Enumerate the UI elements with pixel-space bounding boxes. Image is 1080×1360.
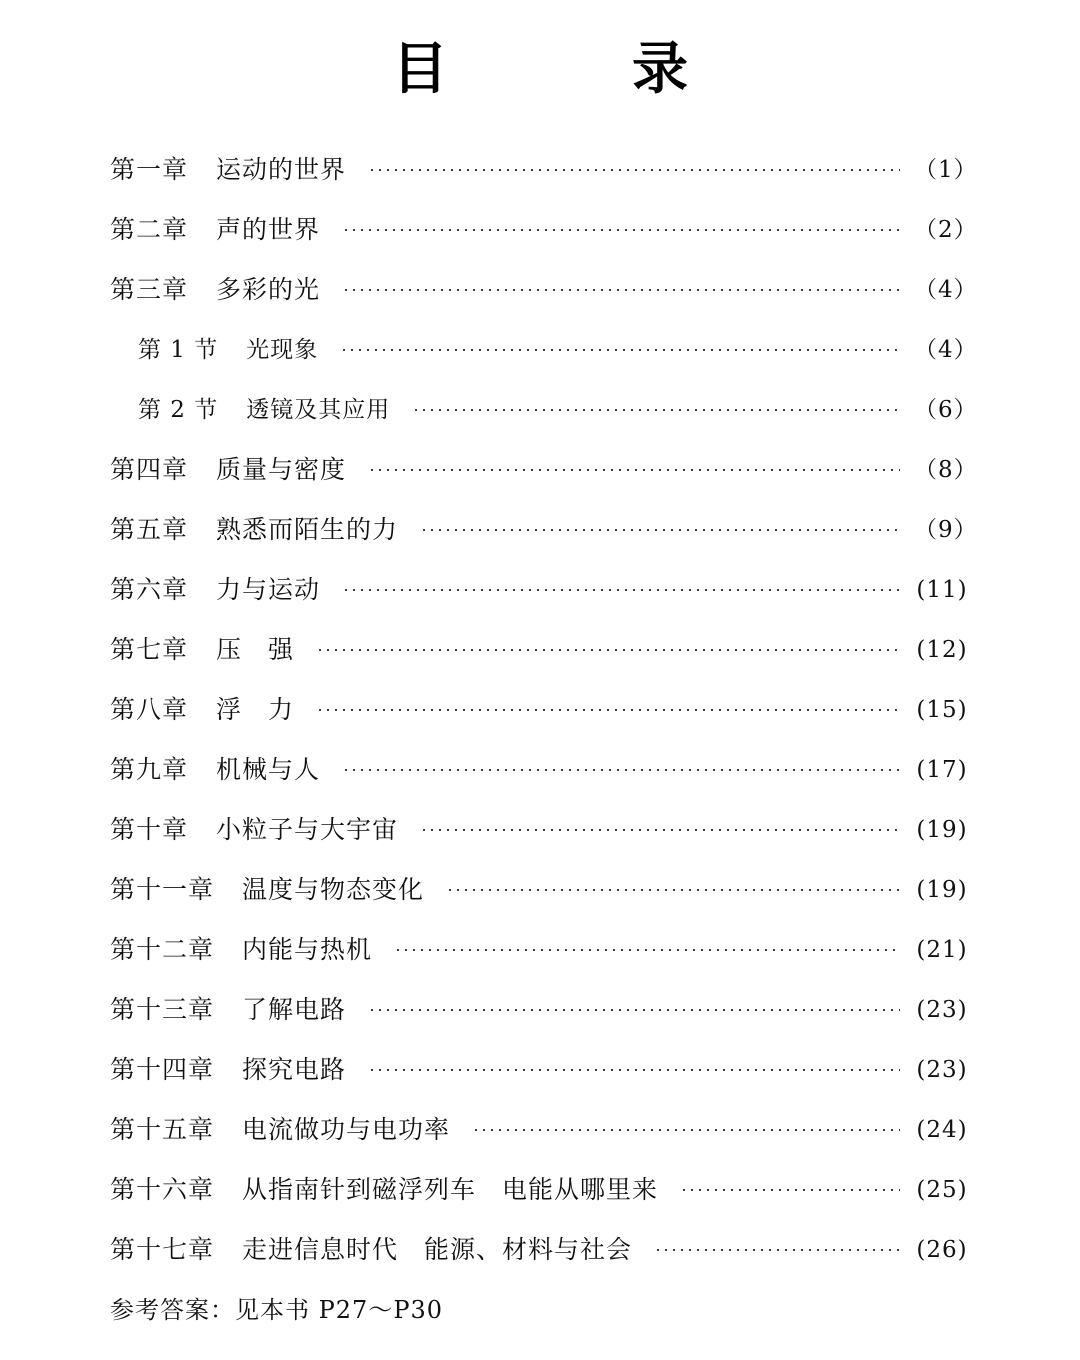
toc-page-number: (15) (916, 697, 968, 723)
dot-leader (420, 829, 900, 831)
toc-page-number: (26) (916, 1237, 968, 1263)
toc-entry (110, 1220, 970, 1280)
dot-leader (420, 529, 900, 531)
toc-entry-title: 压 强 (216, 635, 295, 664)
toc-chapter-label: 第七章 (110, 635, 189, 664)
toc-entry-title: 探究电路 (242, 1055, 347, 1084)
toc-subentry (110, 320, 978, 380)
dot-leader (316, 649, 900, 651)
toc-entry-title: 电流做功与电功率 (242, 1115, 451, 1144)
toc-entry-title: 多彩的光 (216, 275, 321, 304)
dot-leader (368, 169, 900, 171)
toc-chapter-label: 第三章 (110, 275, 189, 304)
toc-chapter-label: 第六章 (110, 575, 189, 604)
toc-chapter-label: 第十四章 (110, 1055, 215, 1084)
toc-entry (110, 1100, 970, 1160)
toc-chapter-label: 第十二章 (110, 935, 215, 964)
toc-entry (110, 800, 970, 860)
dot-leader (342, 289, 900, 291)
toc-entry (110, 500, 978, 560)
toc-entry-title: 熟悉而陌生的力 (216, 515, 399, 544)
toc-page-number: (23) (916, 997, 968, 1023)
toc-chapter-label: 第十三章 (110, 995, 215, 1024)
toc-entry (110, 260, 978, 320)
toc-entry-title: 光现象 (246, 337, 319, 363)
toc-section-label: 第 2 节 (138, 397, 219, 423)
toc-entry-title: 机械与人 (216, 755, 321, 784)
toc-page-number: （1） (914, 157, 978, 183)
toc-page-number: （9） (914, 517, 978, 543)
toc-chapter-label: 第十章 (110, 815, 189, 844)
toc-entry (110, 620, 970, 680)
toc-entry (110, 680, 970, 740)
toc-entry-title: 运动的世界 (216, 155, 347, 184)
toc-entry-title: 温度与物态变化 (242, 875, 425, 904)
toc-entry-title: 浮 力 (216, 695, 295, 724)
toc-chapter-label: 第九章 (110, 755, 189, 784)
toc-entry (110, 860, 970, 920)
toc-entry-title: 声的世界 (216, 215, 321, 244)
toc-page-number: (21) (916, 937, 968, 963)
toc-entry-title: 小粒子与大宇宙 (216, 815, 399, 844)
toc-page-number: (24) (916, 1117, 968, 1143)
toc-chapter-label: 第十六章 (110, 1175, 215, 1204)
toc-entry (110, 980, 970, 1040)
toc-entry (110, 200, 978, 260)
toc-entry-title: 从指南针到磁浮列车 电能从哪里来 (242, 1175, 659, 1204)
toc-entry (110, 140, 978, 200)
toc-page-number: (25) (916, 1177, 968, 1203)
dot-leader (654, 1249, 900, 1251)
toc-chapter-label: 第五章 (110, 515, 189, 544)
toc-chapter-label: 第十一章 (110, 875, 215, 904)
dot-leader (342, 229, 900, 231)
toc-subentry (110, 380, 978, 440)
dot-leader (368, 469, 900, 471)
dot-leader (680, 1189, 900, 1191)
toc-entry (110, 560, 970, 620)
toc-section-label: 第 1 节 (138, 337, 219, 363)
toc-chapter-label: 第四章 (110, 455, 189, 484)
toc-entry-title: 走进信息时代 能源、材料与社会 (242, 1235, 633, 1264)
dot-leader (412, 409, 900, 411)
dot-leader (316, 709, 900, 711)
dot-leader (340, 349, 900, 351)
toc-page-number: （8） (914, 457, 978, 483)
toc-entry-title: 质量与密度 (216, 455, 347, 484)
toc-page-number: (23) (916, 1057, 968, 1083)
toc-page-number: （6） (914, 397, 978, 423)
toc-page-number: （2） (914, 217, 978, 243)
toc-chapter-label: 第二章 (110, 215, 189, 244)
dot-leader (368, 1009, 900, 1011)
toc-entry (110, 1160, 970, 1220)
toc-page-number: （4） (914, 277, 978, 303)
table-of-contents (110, 140, 978, 1280)
toc-page-number: (12) (916, 637, 968, 663)
dot-leader (394, 949, 900, 951)
toc-page-number: (19) (916, 817, 968, 843)
toc-chapter-label: 第十五章 (110, 1115, 215, 1144)
answer-reference-note: 参考答案：见本书 P27～P30 (110, 1296, 444, 1324)
toc-entry-title: 内能与热机 (242, 935, 373, 964)
toc-entry-title: 力与运动 (216, 575, 321, 604)
toc-entry (110, 440, 978, 500)
dot-leader (342, 589, 900, 591)
dot-leader (446, 889, 900, 891)
dot-leader (368, 1069, 900, 1071)
toc-entry (110, 1040, 970, 1100)
dot-leader (342, 769, 900, 771)
toc-entry (110, 920, 970, 980)
toc-entry-title: 透镜及其应用 (246, 397, 391, 423)
toc-chapter-label: 第八章 (110, 695, 189, 724)
toc-page-number: （4） (914, 337, 978, 363)
dot-leader (472, 1129, 900, 1131)
toc-entry-title: 了解电路 (242, 995, 347, 1024)
toc-entry (110, 740, 970, 800)
page-title: 目 录 (392, 37, 752, 102)
toc-chapter-label: 第一章 (110, 155, 189, 184)
toc-page-number: (19) (916, 877, 968, 903)
toc-page-number: (17) (916, 757, 968, 783)
toc-chapter-label: 第十七章 (110, 1235, 215, 1264)
toc-page-number: (11) (916, 577, 968, 603)
